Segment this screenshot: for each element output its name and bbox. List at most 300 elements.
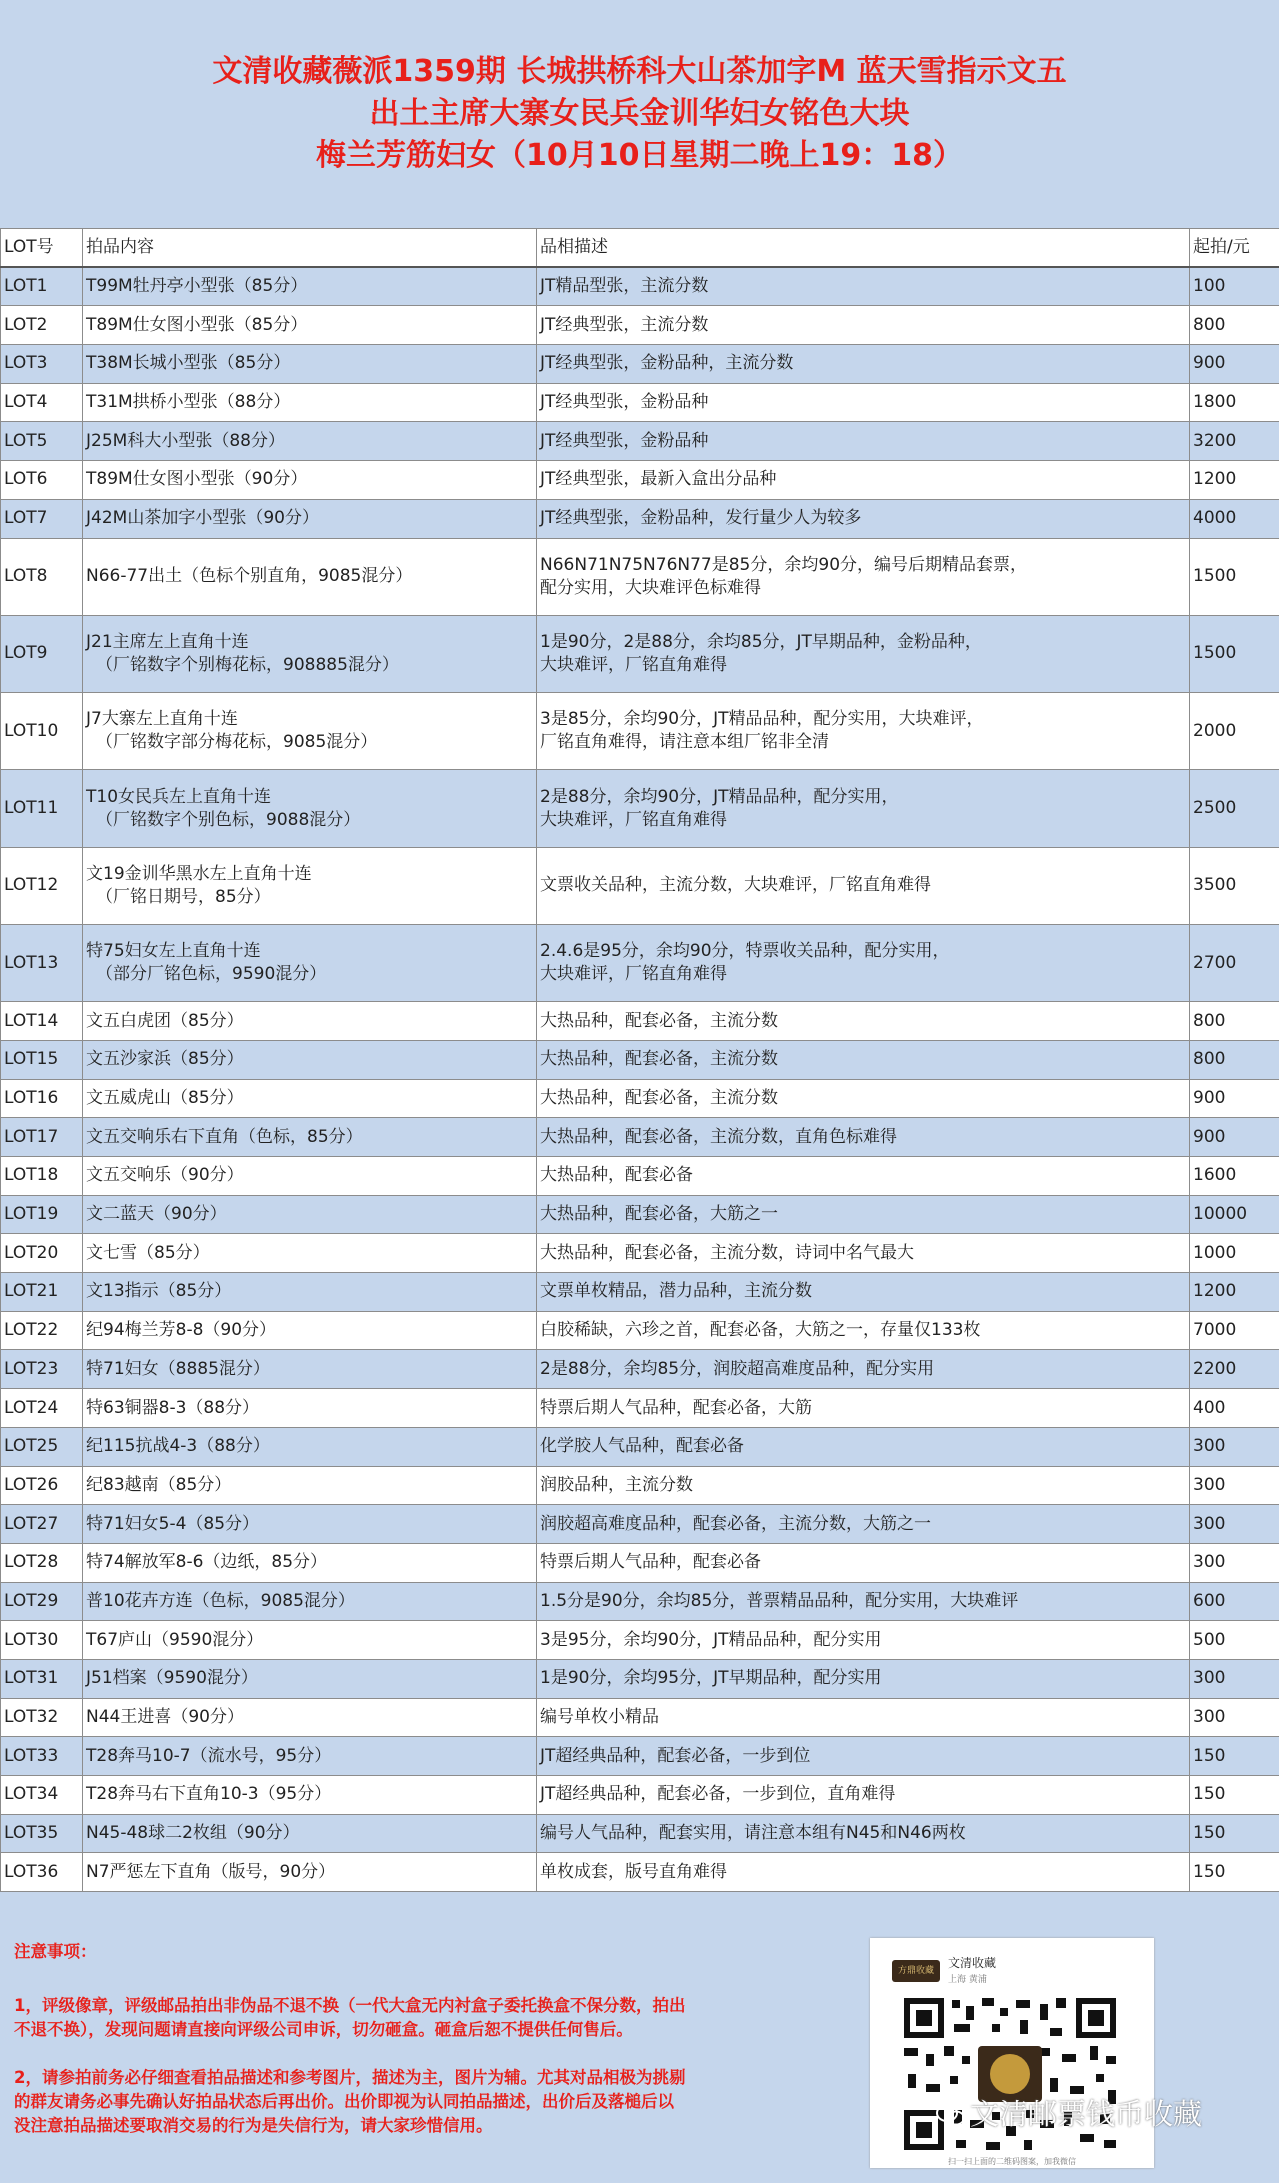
col-header-lot: LOT号 (1, 229, 83, 268)
table-row (1, 499, 1279, 538)
price-cell-text: 900 (1193, 1126, 1226, 1147)
item-cell-text: 文二蓝天（90分） (86, 1204, 227, 1225)
item-cell-text: N44王进喜（90分） (86, 1707, 244, 1727)
lot-cell-text: LOT16 (4, 1088, 59, 1108)
price-cell-text: 300 (1193, 1552, 1226, 1573)
table-row (1, 306, 1279, 345)
table-row (1, 1505, 1279, 1544)
item-cell-text: 特63铜器8-3（88分） (86, 1397, 260, 1418)
lot-cell-text: LOT35 (4, 1823, 59, 1844)
table-row (1, 770, 1279, 847)
table-row (1, 1853, 1279, 1892)
lot-cell (1, 1466, 83, 1505)
desc-cell (537, 847, 1190, 924)
table-row (1, 422, 1279, 461)
desc-cell (537, 770, 1190, 847)
lot-cell-text: LOT2 (4, 314, 48, 335)
item-cell (83, 1002, 537, 1041)
desc-cell-text: JT精品型张，主流分数 (540, 276, 709, 297)
lot-cell-text: LOT1 (4, 276, 48, 297)
price-cell-text: 900 (1193, 1088, 1226, 1108)
price-cell-text: 2000 (1193, 720, 1237, 741)
desc-cell-text-2: 大块难评，厂铭直角难得 (540, 964, 727, 985)
price-cell (1190, 1427, 1279, 1466)
table-row (1, 461, 1279, 500)
table-row (1, 615, 1279, 692)
desc-cell-text: 大热品种，配套必备，主流分数 (540, 1088, 778, 1108)
item-cell (83, 499, 537, 538)
desc-cell (537, 1040, 1190, 1079)
desc-cell (537, 1118, 1190, 1157)
desc-cell-text: 1是90分，余均95分，JT早期品种，配分实用 (540, 1668, 882, 1689)
item-cell (83, 1659, 537, 1698)
item-cell (83, 345, 537, 384)
table-row (1, 1776, 1279, 1815)
price-cell-text: 1200 (1193, 469, 1237, 490)
item-cell (83, 1621, 537, 1660)
item-cell-text-2: （部分厂铭色标，9590混分） (96, 964, 327, 985)
desc-cell-text: 文票单枚精品，潜力品种，主流分数 (540, 1281, 812, 1302)
item-cell-text: N66-77出土（色标个别直角，9085混分） (86, 566, 413, 587)
table-row (1, 1582, 1279, 1621)
price-cell (1190, 924, 1279, 1001)
lot-cell-text: LOT11 (4, 798, 59, 819)
lot-cell-text: LOT28 (4, 1552, 59, 1573)
item-cell-text: 文五交响乐右下直角（色标，85分） (86, 1126, 363, 1147)
desc-cell-text: 3是95分，余均90分，JT精品品种，配分实用 (540, 1629, 882, 1650)
desc-cell-text-2: 大块难评，厂铭直角难得 (540, 809, 727, 830)
table-row (1, 1040, 1279, 1079)
desc-cell (537, 693, 1190, 770)
price-cell-text: 300 (1193, 1436, 1226, 1457)
desc-cell (537, 1659, 1190, 1698)
price-cell-text: 800 (1193, 1010, 1226, 1031)
item-cell-text: T99M牡丹亭小型张（85分） (86, 276, 308, 297)
price-cell-text: 900 (1193, 353, 1226, 374)
price-cell-text: 3200 (1193, 430, 1237, 451)
price-cell-text: 150 (1193, 1823, 1226, 1844)
desc-cell (537, 1079, 1190, 1118)
item-cell (83, 1389, 537, 1428)
desc-cell (537, 538, 1190, 615)
desc-cell-text: 化学胶人气品种，配套必备 (540, 1436, 744, 1457)
price-cell (1190, 345, 1279, 384)
desc-cell-text: 白胶稀缺，六珍之首，配套必备，大筋之一，存量仅133枚 (540, 1320, 981, 1341)
price-cell (1190, 693, 1279, 770)
lot-cell (1, 1234, 83, 1273)
desc-cell (537, 306, 1190, 345)
table-row (1, 1002, 1279, 1041)
desc-cell (537, 1737, 1190, 1776)
title-line-1: 文清收藏薇派1359期 长城拱桥科大山茶加字M 蓝天雪指示文五 (212, 54, 1067, 89)
price-cell-text: 1200 (1193, 1281, 1237, 1302)
item-cell-text: T28奔马10-7（流水号，95分） (86, 1745, 332, 1766)
price-cell (1190, 1079, 1279, 1118)
note-2-line-1: 2，请参拍前务必仔细查看拍品描述和参考图片，描述为主，图片为辅。尤其对品相极为挑剔 (14, 2068, 686, 2087)
item-cell-text: J21主席左上直角十连 (86, 631, 249, 652)
lot-cell (1, 1505, 83, 1544)
item-cell-text: T10女民兵左上直角十连 (86, 786, 272, 807)
table-row (1, 1079, 1279, 1118)
lot-cell-text: LOT34 (4, 1784, 59, 1805)
desc-cell-text: JT经典型张，金粉品种 (540, 392, 709, 413)
header (0, 0, 1279, 228)
desc-cell-text: JT经典型张，主流分数 (540, 314, 709, 335)
table-row (1, 1311, 1279, 1350)
price-cell (1190, 1698, 1279, 1737)
price-cell-text: 4000 (1193, 508, 1237, 529)
item-cell-text: J25M科大小型张（88分） (86, 430, 285, 451)
desc-cell-text-2: 大块难评，厂铭直角难得 (540, 654, 727, 675)
lot-cell-text: LOT36 (4, 1861, 59, 1882)
lot-cell (1, 1389, 83, 1428)
price-cell-text: 800 (1193, 314, 1226, 335)
lot-cell-text: LOT3 (4, 353, 48, 374)
lot-cell (1, 267, 83, 306)
item-cell (83, 847, 537, 924)
price-cell (1190, 267, 1279, 306)
desc-cell-text: JT经典型张，金粉品种 (540, 430, 709, 451)
price-cell-text: 7000 (1193, 1320, 1237, 1341)
item-cell (83, 1273, 537, 1312)
note-2-line-3: 没注意拍品描述要取消交易的行为是失信行为，请大家珍惜信用。 (14, 2116, 493, 2135)
desc-cell-text: 文票收关品种，主流分数，大块难评，厂铭直角难得 (540, 875, 931, 896)
price-cell-text: 300 (1193, 1668, 1226, 1689)
table-row (1, 693, 1279, 770)
desc-cell-text: 编号人气品种，配套实用，请注意本组有N45和N46两枚 (540, 1823, 966, 1844)
desc-cell (537, 1776, 1190, 1815)
desc-cell (537, 1814, 1190, 1853)
table-row (1, 267, 1279, 306)
item-cell (83, 924, 537, 1001)
desc-cell-text: N66N71N75N76N77是85分，余均90分，编号后期精品套票， (540, 554, 1028, 575)
lot-cell (1, 1195, 83, 1234)
price-cell-text: 500 (1193, 1629, 1226, 1650)
table-row (1, 345, 1279, 384)
lot-cell-text: LOT19 (4, 1204, 59, 1225)
table-row (1, 1157, 1279, 1196)
price-cell-text: 300 (1193, 1513, 1226, 1534)
desc-cell-text: JT超经典品种，配套必备，一步到位，直角难得 (540, 1784, 896, 1805)
price-cell (1190, 1814, 1279, 1853)
table-row (1, 1737, 1279, 1776)
table-row (1, 1659, 1279, 1698)
table-body (1, 267, 1279, 1891)
item-cell-text: 普10花卉方连（色标，9085混分） (86, 1590, 355, 1611)
wechat-icon (936, 2103, 966, 2127)
title-line-2: 出土主席大寨女民兵金训华妇女铭色大块 (369, 96, 910, 131)
item-cell-text: 文七雪（85分） (86, 1242, 210, 1263)
item-cell (83, 693, 537, 770)
lot-cell-text: LOT18 (4, 1165, 59, 1186)
desc-cell (537, 1157, 1190, 1196)
item-cell (83, 1118, 537, 1157)
desc-cell (537, 1582, 1190, 1621)
lot-cell-text: LOT24 (4, 1397, 59, 1418)
lot-cell-text: LOT12 (4, 875, 59, 896)
price-cell (1190, 1621, 1279, 1660)
price-cell-text: 3500 (1193, 875, 1237, 896)
item-cell-text: T67庐山（9590混分） (86, 1629, 264, 1650)
qr-footer-text: 扫一扫上面的二维码图案，加我微信 (948, 2157, 1076, 2166)
lot-cell (1, 1079, 83, 1118)
desc-cell (537, 1002, 1190, 1041)
desc-cell (537, 1853, 1190, 1892)
note-1-line-2: 不退不换），发现问题请直接向评级公司申诉，切勿砸盒。砸盒后恕不提供任何售后。 (14, 2020, 633, 2039)
lot-cell-text: LOT5 (4, 430, 48, 451)
desc-cell (537, 1427, 1190, 1466)
lot-cell (1, 422, 83, 461)
item-cell (83, 1040, 537, 1079)
table-row (1, 1273, 1279, 1312)
item-cell-text-2: （厂铭日期号，85分） (96, 886, 271, 907)
item-cell-text: 文五白虎团（85分） (86, 1010, 244, 1031)
price-cell (1190, 615, 1279, 692)
item-cell (83, 1311, 537, 1350)
lot-cell-text: LOT27 (4, 1513, 59, 1534)
price-cell-text: 150 (1193, 1784, 1226, 1805)
lot-cell (1, 1427, 83, 1466)
item-cell-text: T31M拱桥小型张（88分） (86, 392, 291, 413)
lot-cell (1, 1582, 83, 1621)
lot-cell (1, 1350, 83, 1389)
price-cell-text: 600 (1193, 1590, 1226, 1611)
price-cell (1190, 383, 1279, 422)
qr-location: 上海 黄浦 (948, 1975, 987, 1985)
price-cell (1190, 306, 1279, 345)
lot-cell (1, 1776, 83, 1815)
desc-cell-text: 润胶品种，主流分数 (540, 1474, 693, 1495)
price-cell (1190, 1505, 1279, 1544)
price-cell-text: 1500 (1193, 643, 1237, 664)
price-cell-text: 1500 (1193, 566, 1237, 587)
desc-cell-text: 特票后期人气品种，配套必备 (540, 1552, 761, 1573)
desc-cell-text: 大热品种，配套必备，主流分数，诗词中名气最大 (540, 1242, 914, 1263)
item-cell (83, 267, 537, 306)
table-row (1, 1427, 1279, 1466)
table-row (1, 1195, 1279, 1234)
lot-cell-text: LOT8 (4, 566, 48, 587)
price-cell-text: 2700 (1193, 952, 1237, 973)
lot-cell-text: LOT21 (4, 1281, 59, 1302)
lot-cell-text: LOT30 (4, 1629, 59, 1650)
item-cell (83, 306, 537, 345)
price-cell-text: 400 (1193, 1397, 1226, 1418)
lot-cell (1, 461, 83, 500)
price-cell-text: 1000 (1193, 1242, 1237, 1263)
item-cell-text: 特71妇女5-4（85分） (86, 1513, 260, 1534)
note-2-line-2: 的群友请务必事先确认好拍品状态后再出价。出价即视为认同拍品描述，出价后及落槌后以 (14, 2092, 674, 2111)
desc-cell (537, 1350, 1190, 1389)
price-cell (1190, 770, 1279, 847)
lot-cell-text: LOT20 (4, 1242, 59, 1263)
desc-cell-text: JT超经典品种，配套必备，一步到位 (540, 1745, 811, 1766)
lot-cell-text: LOT33 (4, 1745, 59, 1766)
price-cell-text: 150 (1193, 1861, 1226, 1882)
col-header-price: 起拍/元 (1190, 229, 1279, 268)
desc-cell (537, 461, 1190, 500)
table-row (1, 1118, 1279, 1157)
desc-cell (537, 1389, 1190, 1428)
desc-cell (537, 499, 1190, 538)
lot-cell (1, 1814, 83, 1853)
desc-cell (537, 1273, 1190, 1312)
price-cell (1190, 1466, 1279, 1505)
desc-cell-text: 2.4.6是95分，余均90分，特票收关品种，配分实用， (540, 941, 950, 962)
price-cell (1190, 1389, 1279, 1428)
col-header-desc: 品相描述 (537, 229, 1190, 268)
price-cell (1190, 1659, 1279, 1698)
desc-cell (537, 1311, 1190, 1350)
item-cell (83, 422, 537, 461)
desc-cell-text: 大热品种，配套必备，主流分数 (540, 1049, 778, 1070)
lot-cell (1, 345, 83, 384)
title-line-3: 梅兰芳筋妇女（10月10日星期二晚上19：18） (316, 138, 963, 173)
price-cell (1190, 1273, 1279, 1312)
lot-cell-text: LOT17 (4, 1126, 59, 1147)
item-cell-text: N7严惩左下直角（版号，90分） (86, 1861, 336, 1882)
desc-cell (537, 1466, 1190, 1505)
item-cell-text: 特75妇女左上直角十连 (86, 941, 261, 962)
lot-cell-text: LOT4 (4, 392, 48, 413)
lot-cell (1, 693, 83, 770)
item-cell-text: J42M山茶加字小型张（90分） (86, 508, 319, 529)
footer-notes (0, 1898, 1279, 2183)
lot-cell (1, 615, 83, 692)
lot-cell-text: LOT13 (4, 952, 59, 973)
lot-cell-text: LOT29 (4, 1590, 59, 1611)
desc-cell-text: 大热品种，配套必备 (540, 1165, 693, 1186)
desc-cell-text: 3是85分，余均90分，JT精品品种，配分实用，大块难评， (540, 709, 984, 730)
lot-cell (1, 924, 83, 1001)
item-cell-text: J7大寨左上直角十连 (86, 709, 238, 730)
desc-cell (537, 1234, 1190, 1273)
item-cell (83, 461, 537, 500)
lot-cell (1, 306, 83, 345)
lot-cell (1, 1273, 83, 1312)
item-cell-text: T38M长城小型张（85分） (86, 353, 291, 374)
desc-cell-text: 2是88分，余均90分，JT精品品种，配分实用， (540, 786, 899, 807)
item-cell-text: 文19金训华黑水左上直角十连 (86, 863, 312, 884)
item-cell (83, 383, 537, 422)
price-cell (1190, 538, 1279, 615)
item-cell (83, 1582, 537, 1621)
desc-cell (537, 1505, 1190, 1544)
desc-cell-text: JT经典型张，金粉品种，主流分数 (540, 353, 794, 374)
desc-cell-text-2: 配分实用，大块难评色标难得 (540, 577, 761, 598)
item-cell-text: T89M仕女图小型张（90分） (86, 469, 308, 490)
lot-cell-text: LOT9 (4, 643, 48, 664)
watermark (936, 2092, 1202, 2133)
price-cell-text: 1600 (1193, 1165, 1237, 1186)
lot-cell (1, 1118, 83, 1157)
item-cell (83, 1737, 537, 1776)
price-cell-text: 1800 (1193, 392, 1237, 413)
desc-cell (537, 383, 1190, 422)
item-cell-text: 特74解放军8-6（边纸，85分） (86, 1552, 328, 1573)
table-row (1, 1621, 1279, 1660)
lot-cell (1, 1543, 83, 1582)
item-cell (83, 1427, 537, 1466)
desc-cell (537, 615, 1190, 692)
price-cell (1190, 1737, 1279, 1776)
table-row (1, 1234, 1279, 1273)
lot-cell-text: LOT25 (4, 1436, 59, 1457)
price-cell (1190, 1002, 1279, 1041)
table-row (1, 538, 1279, 615)
item-cell-text: 纪115抗战4-3（88分） (86, 1436, 270, 1457)
price-cell (1190, 1582, 1279, 1621)
price-cell (1190, 1118, 1279, 1157)
item-cell (83, 1505, 537, 1544)
notes-heading: 注意事项： (14, 1942, 97, 1961)
desc-cell (537, 924, 1190, 1001)
lot-cell (1, 847, 83, 924)
desc-cell-text: 2是88分，余均85分，润胶超高难度品种，配分实用 (540, 1358, 935, 1379)
desc-cell (537, 422, 1190, 461)
price-cell-text: 100 (1193, 276, 1226, 297)
desc-cell-text: JT经典型张，最新入盒出分品种 (540, 469, 777, 490)
price-cell-text: 2500 (1193, 798, 1237, 819)
lot-cell-text: LOT14 (4, 1010, 59, 1031)
lot-cell (1, 1621, 83, 1660)
price-cell (1190, 1234, 1279, 1273)
desc-cell-text: 特票后期人气品种，配套必备，大筋 (540, 1397, 812, 1418)
note-1-line-1: 1，评级像章，评级邮品拍出非伪品不退不换（一代大盒无内衬盒子委托换盒不保分数，拍出 (14, 1996, 686, 2015)
lot-cell (1, 1698, 83, 1737)
item-cell-text: T28奔马右下直角10-3（95分） (86, 1784, 332, 1805)
table-row (1, 383, 1279, 422)
price-cell-text: 150 (1193, 1745, 1226, 1766)
lot-cell-text: LOT22 (4, 1320, 59, 1341)
lot-cell (1, 1659, 83, 1698)
item-cell-text-2: （厂铭数字个别色标，9088混分） (96, 809, 361, 830)
desc-cell (537, 345, 1190, 384)
lot-cell-text: LOT26 (4, 1474, 59, 1495)
item-cell (83, 1466, 537, 1505)
watermark-text: 文清邮票钱币收藏 (970, 2097, 1203, 2131)
item-cell-text: 纪83越南（85分） (86, 1474, 232, 1495)
desc-cell-text: 润胶超高难度品种，配套必备，主流分数，大筋之一 (540, 1513, 931, 1534)
table-row (1, 1698, 1279, 1737)
lot-cell-text: LOT31 (4, 1668, 59, 1689)
lot-cell-text: LOT7 (4, 508, 48, 529)
price-cell-text: 800 (1193, 1049, 1226, 1070)
lot-cell-text: LOT6 (4, 469, 48, 490)
table-row (1, 847, 1279, 924)
item-cell-text: 文五交响乐（90分） (86, 1165, 244, 1186)
desc-cell-text: 1.5分是90分，余均85分，普票精品品种，配分实用，大块难评 (540, 1590, 1019, 1611)
price-cell (1190, 1853, 1279, 1892)
desc-cell (537, 1621, 1190, 1660)
price-cell (1190, 1040, 1279, 1079)
desc-cell-text: 1是90分，2是88分，余均85分，JT早期品种，金粉品种， (540, 631, 982, 652)
item-cell-text: 文五威虎山（85分） (86, 1088, 244, 1108)
item-cell-text: 纪94梅兰芳8-8（90分） (86, 1320, 277, 1341)
item-cell (83, 1350, 537, 1389)
desc-cell (537, 267, 1190, 306)
lot-cell (1, 1311, 83, 1350)
auction-table (0, 228, 1279, 1892)
item-cell (83, 1776, 537, 1815)
price-cell-text: 300 (1193, 1707, 1226, 1727)
price-cell (1190, 1543, 1279, 1582)
desc-cell-text-2: 厂铭直角难得，请注意本组厂铭非全清 (540, 732, 829, 753)
price-cell (1190, 461, 1279, 500)
item-cell-text: 特71妇女（8885混分） (86, 1358, 270, 1379)
table-row (1, 1543, 1279, 1582)
item-cell-text: N45-48球二2枚组（90分） (86, 1823, 300, 1844)
